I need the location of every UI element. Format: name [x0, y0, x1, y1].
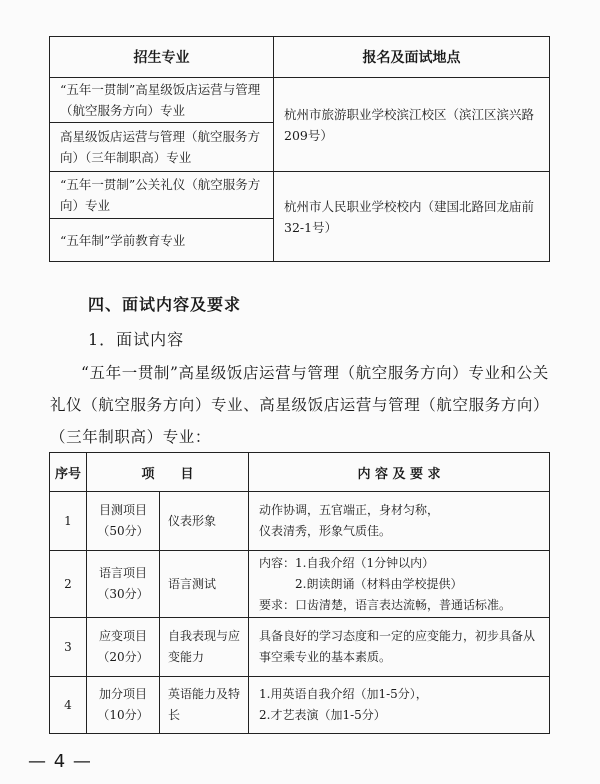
table-row: [50, 551, 550, 618]
category-score: （10分）: [97, 708, 149, 722]
requirement-line: 动作协调，五官端正，身材匀称，: [259, 503, 440, 517]
body-paragraph: “五年一贯制”高星级饭店运营与管理（航空服务方向）专业和公关礼仪（航空服务方向）专业、高星级饭店运营与管理（航空服务方向）（三年制职高）专业：: [50, 364, 550, 446]
table-row: [50, 78, 550, 123]
table-row: [50, 618, 550, 677]
category-name: 目测项目: [98, 503, 147, 517]
requirements-cell: 具备良好的学习态度和一定的应变能力，初步具备从事空乘专业的基本素质。: [249, 618, 550, 677]
location-cell: 杭州市人民职业学校校内（建国北路回龙庙前32-1号）: [274, 172, 550, 262]
requirement-line: 2.朗读朗诵（材料由学校提供）: [259, 576, 463, 591]
subsection-heading: 1．面试内容: [88, 330, 185, 349]
major-cell: “五年制”学前教育专业: [50, 219, 274, 262]
category-name: 语言项目: [98, 566, 147, 580]
category-cell: [87, 618, 160, 677]
row-number: 3: [50, 618, 87, 677]
location-cell: 杭州市旅游职业学校滨江校区（滨江区滨兴路209号）: [274, 78, 550, 172]
no-header: 序号: [50, 453, 87, 492]
category-name: 应变项目: [98, 629, 147, 643]
table-header-row: [50, 453, 550, 492]
requirement-line: 内容：1.自我介绍（1分钟以内）: [259, 555, 435, 570]
item-cell: 仪表形象: [160, 492, 249, 551]
category-score: （50分）: [97, 524, 149, 538]
requirement-line: 1.用英语自我介绍（加1-5分），: [259, 687, 428, 701]
table-row: [50, 677, 550, 734]
requirements-cell: [249, 551, 550, 618]
location-header: 报名及面试地点: [274, 37, 550, 78]
row-number: 2: [50, 551, 87, 618]
table-row: [50, 492, 550, 551]
enrollment-table: [49, 36, 550, 262]
item-cell: 语言测试: [160, 551, 249, 618]
item-header: 项 目: [87, 453, 249, 492]
category-cell: [87, 492, 160, 551]
requirement-line: 2.才艺表演（加1-5分）: [259, 708, 386, 722]
row-number: 1: [50, 492, 87, 551]
category-cell: [87, 551, 160, 618]
item-cell: 英语能力及特长: [160, 677, 249, 734]
row-number: 4: [50, 677, 87, 734]
category-score: （30分）: [97, 587, 149, 601]
category-score: （20分）: [97, 650, 149, 664]
page-number: — 4 —: [28, 751, 92, 772]
requirement-line: 仪表清秀，形象气质佳。: [259, 524, 392, 538]
major-cell: “五年一贯制”高星级饭店运营与管理（航空服务方向）专业: [50, 78, 274, 123]
requirements-header: 内 容 及 要 求: [249, 453, 550, 492]
item-cell: 自我表现与应变能力: [160, 618, 249, 677]
major-cell: “五年一贯制”公关礼仪（航空服务方向）专业: [50, 172, 274, 219]
requirement-line: 要求：口齿清楚，语言表达流畅，普通话标准。: [259, 597, 512, 612]
requirements-cell: [249, 492, 550, 551]
table-header-row: [50, 37, 550, 78]
category-cell: [87, 677, 160, 734]
interview-table: [49, 452, 550, 734]
major-cell: 高星级饭店运营与管理（航空服务方向）（三年制职高）专业: [50, 123, 274, 172]
section-heading: 四、面试内容及要求: [88, 295, 242, 314]
table-row: [50, 172, 550, 219]
requirements-cell: [249, 677, 550, 734]
major-header: 招生专业: [50, 37, 274, 78]
category-name: 加分项目: [98, 687, 147, 701]
